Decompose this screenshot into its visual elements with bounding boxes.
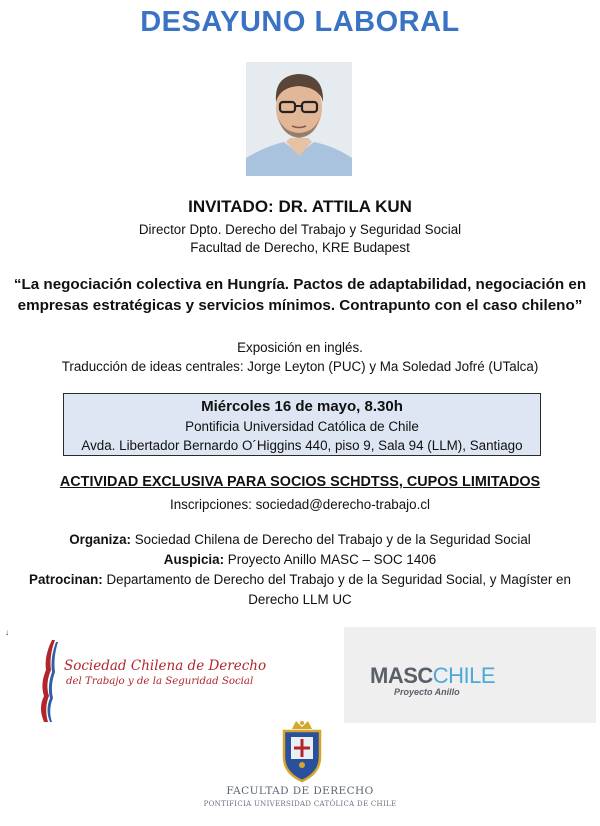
masc-part2: CHILE — [432, 663, 496, 688]
talk-title-line2: empresas estratégicas y servicios mínimos. Contrapunto con el caso chileno” — [17, 297, 583, 314]
organiza-line — [14, 530, 586, 550]
organiza-value: Sociedad Chilena de Derecho del Trabajo y de la Seguridad Social — [134, 532, 531, 547]
translation-credit: Traducción de ideas centrales: Jorge Leyton (PUC) y Ma Soledad Jofré (UTalca) — [61, 359, 539, 374]
tick-mark: ↓ — [5, 628, 9, 637]
exclusive-notice-text: ACTIVIDAD EXCLUSIVA PARA SOCIOS SCHDTSS, CUPOS LIMITADOS — [59, 474, 541, 490]
event-date: Miércoles 16 de mayo, 8.30h — [201, 398, 403, 415]
patrocinan-line-2: Derecho LLM UC — [248, 592, 352, 607]
credits — [14, 530, 586, 610]
chile-map-icon — [30, 636, 70, 726]
society-name-line2: del Trabajo y de la Seguridad Social — [66, 676, 254, 687]
page-title: DESAYUNO LABORAL — [140, 6, 460, 38]
masc-wordmark — [370, 663, 495, 689]
registration-label: Inscripciones: — [170, 497, 252, 512]
society-name-line1: Sociedad Chilena de Derecho — [64, 658, 267, 674]
talk-title-line1: “La negociación colectiva en Hungría. Pactos de adaptabilidad, negociación en — [13, 276, 587, 293]
university-crest-icon — [280, 719, 324, 783]
guest-position: Director Dpto. Derecho del Trabajo y Seguridad Social — [138, 222, 462, 237]
masc-subtitle: Proyecto Anillo — [394, 687, 460, 697]
talk-title — [10, 274, 590, 316]
guest-institution: Facultad de Derecho, KRE Budapest — [190, 240, 410, 255]
society-logo — [30, 636, 310, 726]
registration-email[interactable]: sociedad@derecho-trabajo.cl — [255, 497, 430, 512]
auspicia-value: Proyecto Anillo MASC – SOC 1406 — [227, 552, 437, 567]
auspicia-label: Auspicia: — [163, 552, 225, 567]
university-name: PONTIFICIA UNIVERSIDAD CATÓLICA DE CHILE — [203, 800, 397, 808]
guest-name: INVITADO: DR. ATTILA KUN — [188, 197, 412, 216]
patrocinan-label: Patrocinan: — [29, 572, 103, 587]
masc-part1: MASC — [370, 663, 433, 688]
organiza-label: Organiza: — [69, 532, 131, 547]
auspicia-line — [14, 550, 586, 570]
event-venue: Pontificia Universidad Católica de Chile — [185, 419, 419, 434]
guest-photo — [246, 62, 352, 176]
event-address: Avda. Libertador Bernardo O´Higgins 440, piso 9, Sala 94 (LLM), Santiago — [81, 438, 523, 453]
exclusive-notice — [0, 474, 600, 490]
faculty-name: FACULTAD DE DERECHO — [226, 785, 374, 797]
registration-line — [0, 497, 600, 512]
patrocinan-line — [14, 570, 586, 590]
event-details-box — [63, 393, 541, 456]
masc-chile-logo — [344, 627, 596, 723]
patrocinan-value-1: Departamento de Derecho del Trabajo y de la Seguridad Social, y Magíster en — [106, 572, 571, 587]
exposition-language: Exposición en inglés. — [237, 340, 363, 355]
